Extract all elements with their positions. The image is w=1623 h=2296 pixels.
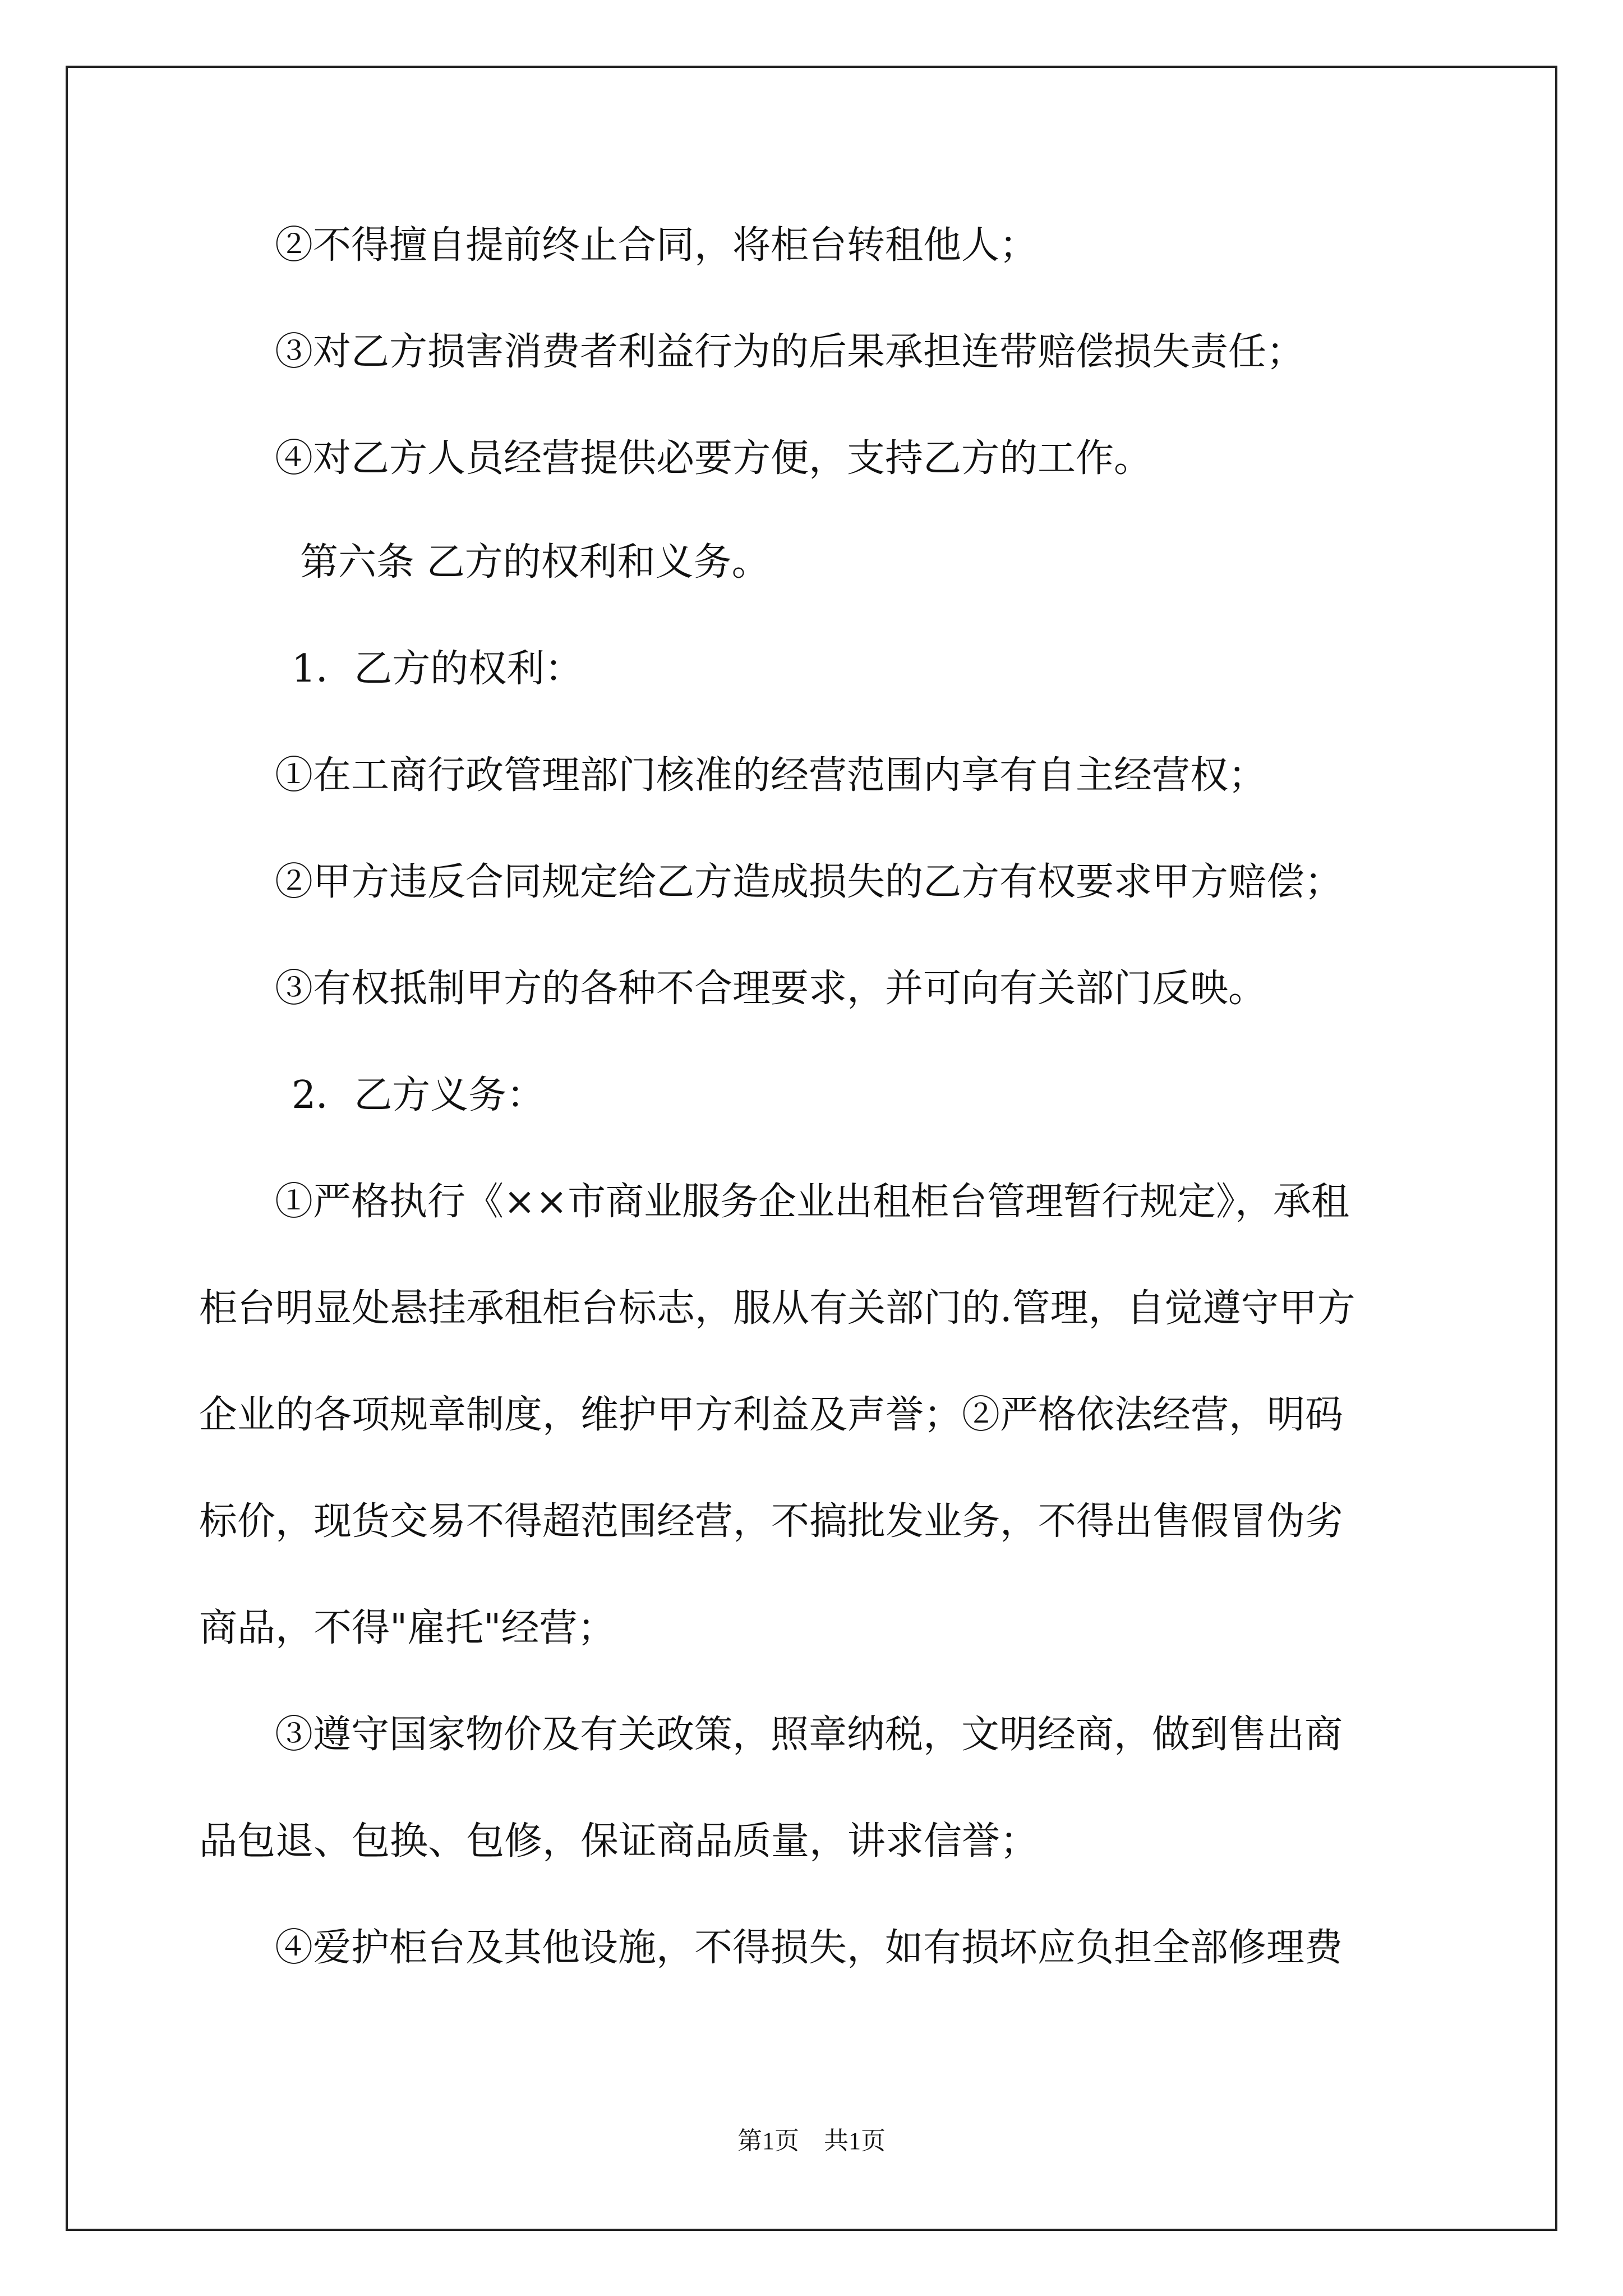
text-line: 企业的各项规章制度，维护甲方利益及声誉；②严格依法经营，明码 bbox=[199, 1393, 1344, 1437]
text-line: ③有权抵制甲方的各种不合理要求，并可向有关部门反映。 bbox=[275, 967, 1267, 1011]
section-heading: 第六条 乙方的权利和义务。 bbox=[300, 540, 770, 585]
text-line: 柜台明显处悬挂承租柜台标志，服从有关部门的.管理，自觉遵守甲方 bbox=[199, 1286, 1355, 1331]
text-line: ①在工商行政管理部门核准的经营范围内享有自主经营权； bbox=[275, 753, 1267, 798]
page-footer: 第1页 共1页 bbox=[737, 2127, 886, 2155]
text-line: ④对乙方人员经营提供必要方便，支持乙方的工作。 bbox=[275, 436, 1152, 481]
text-line: 商品，不得"雇托"经营； bbox=[199, 1606, 616, 1650]
text-line: ②甲方违反合同规定给乙方造成损失的乙方有权要求甲方赔偿； bbox=[275, 860, 1343, 904]
text-line: ④爱护柜台及其他设施，不得损失，如有损坏应负担全部修理费 bbox=[275, 1926, 1343, 1970]
text-line: ①严格执行《××市商业服务企业出租柜台管理暂行规定》，承租 bbox=[275, 1180, 1349, 1224]
subsection-heading: 1．乙方的权利： bbox=[292, 647, 583, 691]
text-line: ③遵守国家物价及有关政策，照章纳税，文明经商，做到售出商 bbox=[275, 1713, 1343, 1757]
text-line: 品包退、包换、包修，保证商品质量，讲求信誉； bbox=[199, 1819, 1039, 1864]
page-border bbox=[66, 66, 1557, 2231]
text-line: ③对乙方损害消费者利益行为的后果承担连带赔偿损失责任； bbox=[275, 330, 1305, 374]
text-line: ②不得擅自提前终止合同，将柜台转租他人； bbox=[275, 223, 1038, 268]
subsection-heading: 2．乙方义务： bbox=[292, 1073, 545, 1117]
text-line: 标价，现货交易不得超范围经营，不搞批发业务，不得出售假冒伪劣 bbox=[199, 1499, 1344, 1544]
